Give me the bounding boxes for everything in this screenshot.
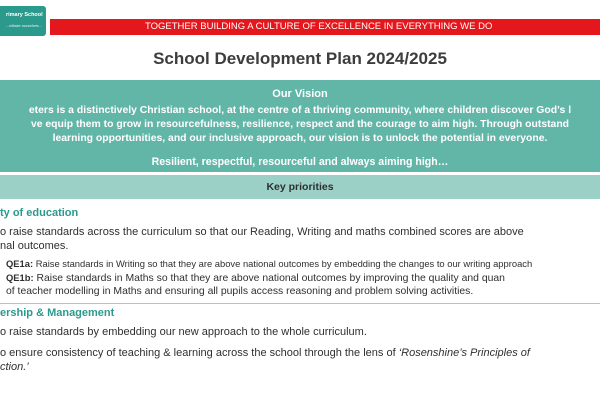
priority-qe1b-continued: of teacher modelling in Maths and ensuring all pupils access reasoning and problem solving activities. xyxy=(6,286,474,297)
page-title: School Development Plan 2024/2025 xyxy=(153,49,447,68)
priority-qe1a xyxy=(6,258,532,269)
leadership-text-line-2-start: o ensure consistency of teaching & learning across the school through the lens of xyxy=(0,347,399,359)
leadership-text-line-1: o raise standards by embedding our new approach to the whole curriculum. xyxy=(0,326,367,338)
vision-line-3: learning opportunities, and our inclusive approach, our vision is to unlock the potential in everyone. xyxy=(52,133,548,144)
vision-line-2: ve equip them to grow in resourcefulness, resilience, respect and the courage to aim high. Through outstand xyxy=(30,119,570,130)
section-heading-quality: ty of education xyxy=(0,207,79,219)
priority-qe1a-code: QE1a: xyxy=(6,258,34,269)
quality-text-line-1: o raise standards across the curriculum so that our Reading, Writing and maths combined scores are above xyxy=(0,226,524,238)
priority-qe1a-text: Raise standards in Writing so that they are above national outcomes by embedding the changes to our writing approach xyxy=(33,258,533,269)
key-priorities-header: Key priorities xyxy=(0,175,600,199)
vision-tagline: Resilient, respectful, resourceful and always aiming high… xyxy=(151,156,449,168)
section-divider xyxy=(0,303,600,304)
rosenshine-reference-end: ction.’ xyxy=(0,361,29,373)
school-logo xyxy=(0,6,46,36)
rosenshine-reference: ‘Rosenshine’s Principles of xyxy=(398,347,530,359)
priority-qe1b-text: Raise standards in Maths so that they are above national outcomes by improving the quality and quan xyxy=(33,273,505,284)
priority-qe1b-code: QE1b: xyxy=(6,272,34,283)
vision-panel xyxy=(0,80,600,172)
section-heading-leadership: ership & Management xyxy=(0,307,115,319)
quality-text-line-2: nal outcomes. xyxy=(0,240,69,252)
logo-tagline: ...tribute ourselves... xyxy=(6,23,43,28)
vision-heading: Our Vision xyxy=(272,88,328,100)
motto-banner xyxy=(50,19,600,35)
logo-school-name: rimary School xyxy=(6,12,43,18)
motto-text: TOGETHER BUILDING A CULTURE OF EXCELLENCE IN EVERYTHING WE DO xyxy=(145,21,493,32)
priority-qe1b xyxy=(6,272,505,284)
vision-line-1: eters is a distinctively Christian school, at the centre of a thriving community, where children discover God’s l xyxy=(28,105,572,116)
leadership-text-line-3 xyxy=(0,361,29,373)
leadership-text-line-2 xyxy=(0,347,530,359)
